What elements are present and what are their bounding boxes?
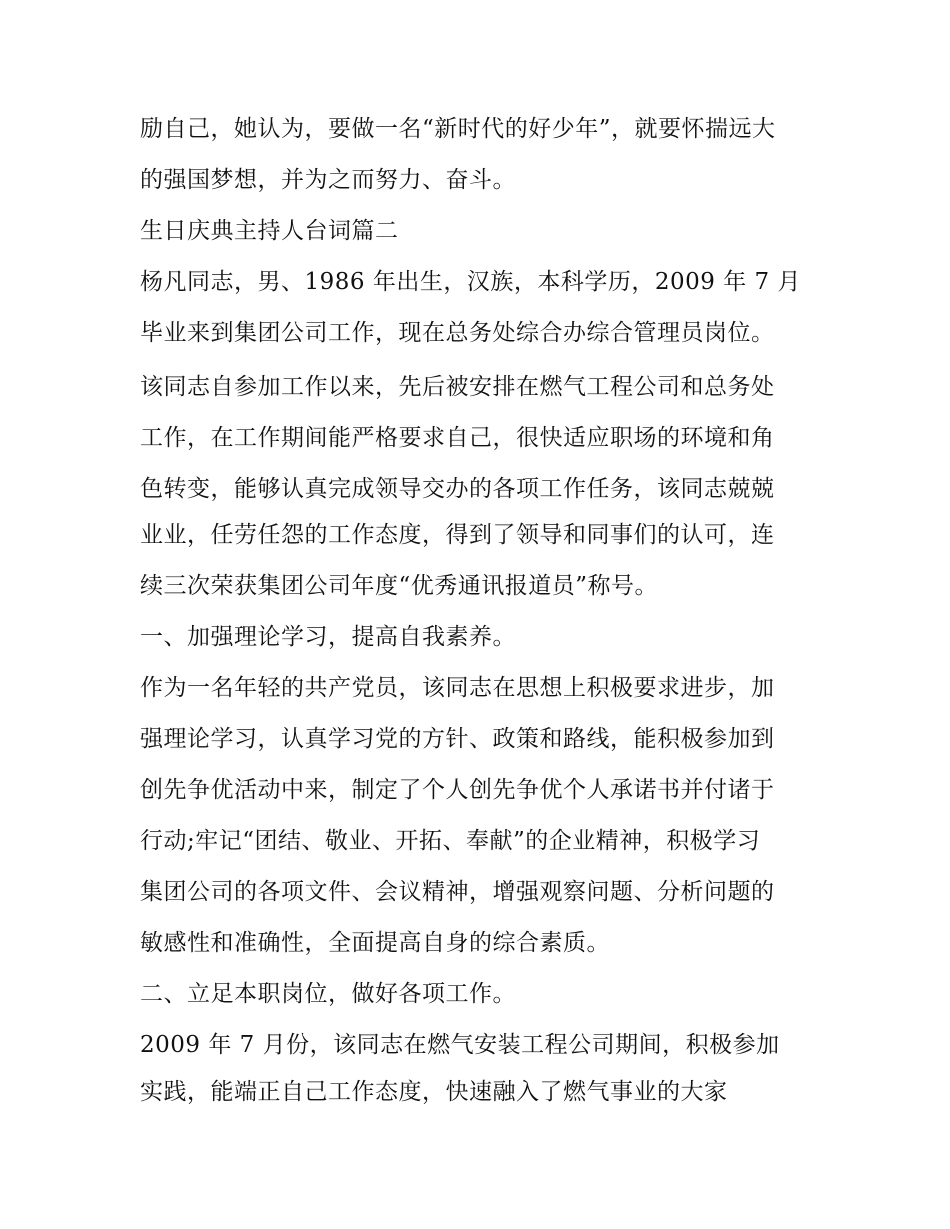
text-line: 毕业来到集团公司工作，现在总务处综合办综合管理员岗位。 <box>140 320 775 346</box>
text-line: 作为一名年轻的共产党员，该同志在思想上积极要求进步，加 <box>140 675 775 701</box>
section-heading: 生日庆典主持人台词篇二 <box>140 218 399 244</box>
text-line: 2009 年 7 月份，该同志在燃气安装工程公司期间，积极参加 <box>140 1032 780 1058</box>
text-line: 励自己，她认为，要做一名“新时代的好少年”，就要怀揣远大 <box>140 116 776 142</box>
subheading: 一、加强理论学习，提高自我素养。 <box>140 624 516 650</box>
text-line: 集团公司的各项文件、会议精神，增强观察问题、分析问题的 <box>140 879 775 905</box>
text-line: 业业，任劳任怨的工作态度，得到了领导和同事们的认可，连 <box>140 522 775 548</box>
text-line: 的强国梦想，并为之而努力、奋斗。 <box>140 167 516 193</box>
text-line: 创先争优活动中来，制定了个人创先争优个人承诺书并付诸于 <box>140 777 775 803</box>
text-line: 实践，能端正自己工作态度，快速融入了燃气事业的大家 <box>140 1079 728 1105</box>
text-line: 强理论学习，认真学习党的方针、政策和路线，能积极参加到 <box>140 726 775 752</box>
text-line: 工作，在工作期间能严格要求自己，很快适应职场的环境和角 <box>140 425 775 451</box>
text-line: 杨凡同志，男、1986 年出生，汉族，本科学历，2009 年 7 月 <box>140 269 801 295</box>
text-line: 该同志自参加工作以来，先后被安排在燃气工程公司和总务处 <box>140 374 775 400</box>
text-line: 敏感性和准确性，全面提高自身的综合素质。 <box>140 930 610 956</box>
text-line: 色转变，能够认真完成领导交办的各项工作任务，该同志兢兢 <box>140 476 775 502</box>
subheading: 二、立足本职岗位，做好各项工作。 <box>140 981 516 1007</box>
text-line: 续三次荣获集团公司年度“优秀通讯报道员”称号。 <box>140 573 659 599</box>
text-line: 行动;牢记“团结、敬业、开拓、奉献”的企业精神，积极学习 <box>140 828 761 854</box>
